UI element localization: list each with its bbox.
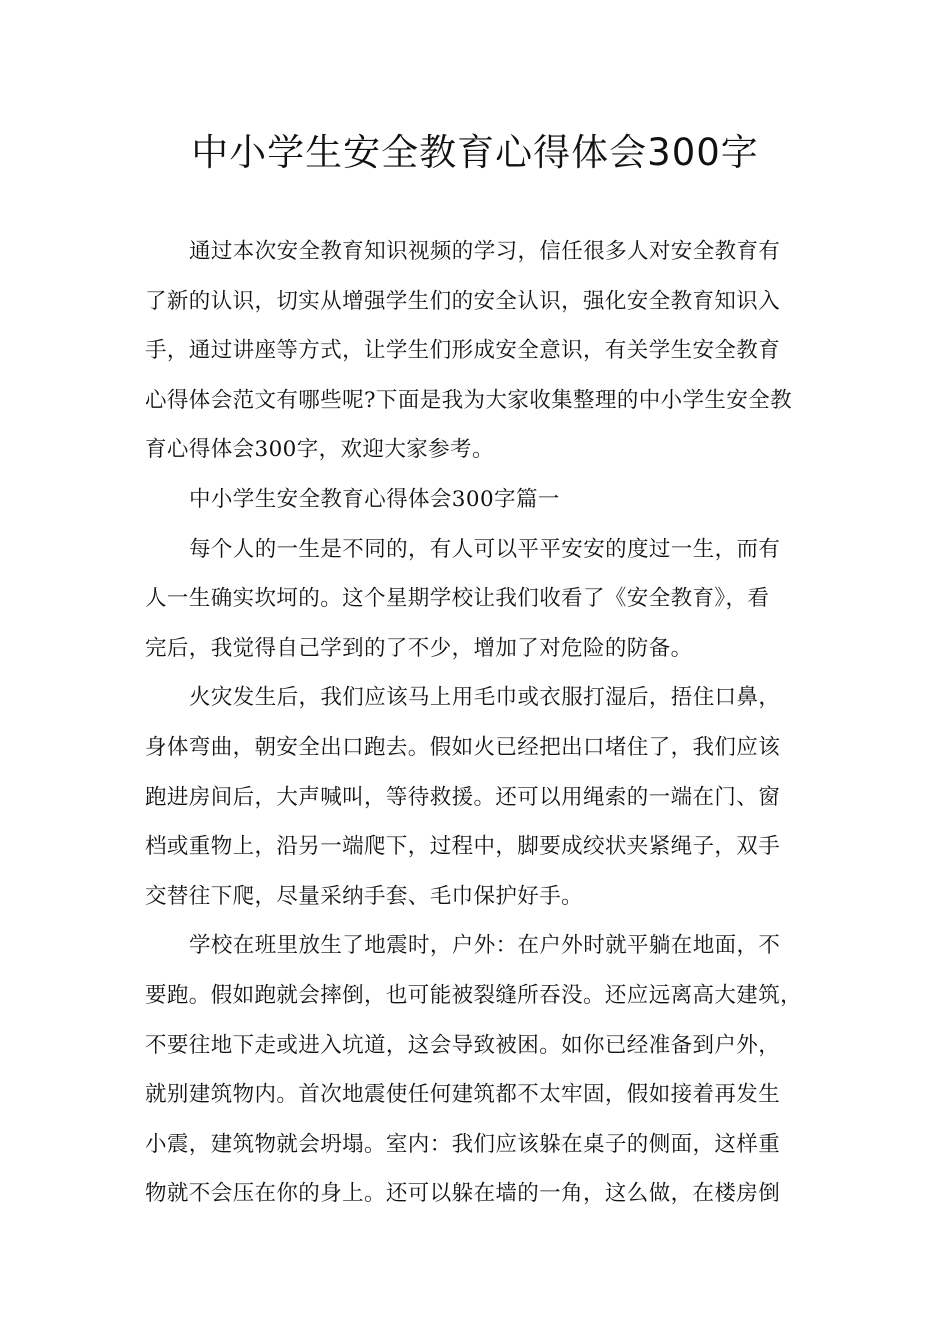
paragraph-line: 就别建筑物内。首次地震使任何建筑都不太牢固，假如接着再发生	[145, 1082, 781, 1108]
paragraph-line: 跑进房间后，大声喊叫，等待救援。还可以用绳索的一端在门、窗	[145, 784, 781, 810]
paragraph-line: 身体弯曲，朝安全出口跑去。假如火已经把出口堵住了，我们应该	[145, 735, 781, 760]
paragraph-line: 不要往地下走或进入坑道，这会导致被困。如你已经准备到户外，	[145, 1032, 781, 1058]
paragraph-line: 心得体会范文有哪些呢?下面是我为大家收集整理的中小学生安全教	[145, 387, 793, 413]
paragraph-line: 物就不会压在你的身上。还可以躲在墙的一角，这么做，在楼房倒	[145, 1181, 781, 1207]
paragraph-line: 手，通过讲座等方式，让学生们形成安全意识，有关学生安全教育	[145, 338, 781, 364]
paragraph-line: 火灾发生后，我们应该马上用毛巾或衣服打湿后，捂住口鼻，	[189, 685, 781, 711]
paragraph-line: 学校在班里放生了地震时，户外：在户外时就平躺在地面，不	[189, 933, 781, 959]
paragraph-line: 育心得体会300字，欢迎大家参考。	[145, 437, 494, 463]
document-title: 中小学生安全教育心得体会300字	[191, 131, 759, 174]
paragraph-line: 通过本次安全教育知识视频的学习，信任很多人对安全教育有	[189, 239, 781, 264]
paragraph-line: 小震，建筑物就会坍塌。室内：我们应该躲在桌子的侧面，这样重	[145, 1131, 781, 1157]
paragraph-line: 要跑。假如跑就会摔倒，也可能被裂缝所吞没。还应远离高大建筑，	[145, 983, 803, 1008]
paragraph-line: 档或重物上，沿另一端爬下，过程中，脚要成绞状夹紧绳子，双手	[145, 834, 781, 860]
paragraph-line: 人一生确实坎坷的。这个星期学校让我们收看了《安全教育》，看	[145, 586, 770, 612]
paragraph-line: 完后，我觉得自己学到的了不少，增加了对危险的防备。	[145, 635, 693, 661]
paragraph-line: 交替往下爬，尽量采纳手套、毛巾保护好手。	[145, 883, 584, 909]
paragraph-line: 了新的认识，切实从增强学生们的安全认识，强化安全教育知识入	[145, 288, 781, 314]
paragraph-line: 每个人的一生是不同的，有人可以平平安安的度过一生，而有	[189, 536, 781, 562]
section-heading: 中小学生安全教育心得体会300字篇一	[189, 487, 560, 512]
